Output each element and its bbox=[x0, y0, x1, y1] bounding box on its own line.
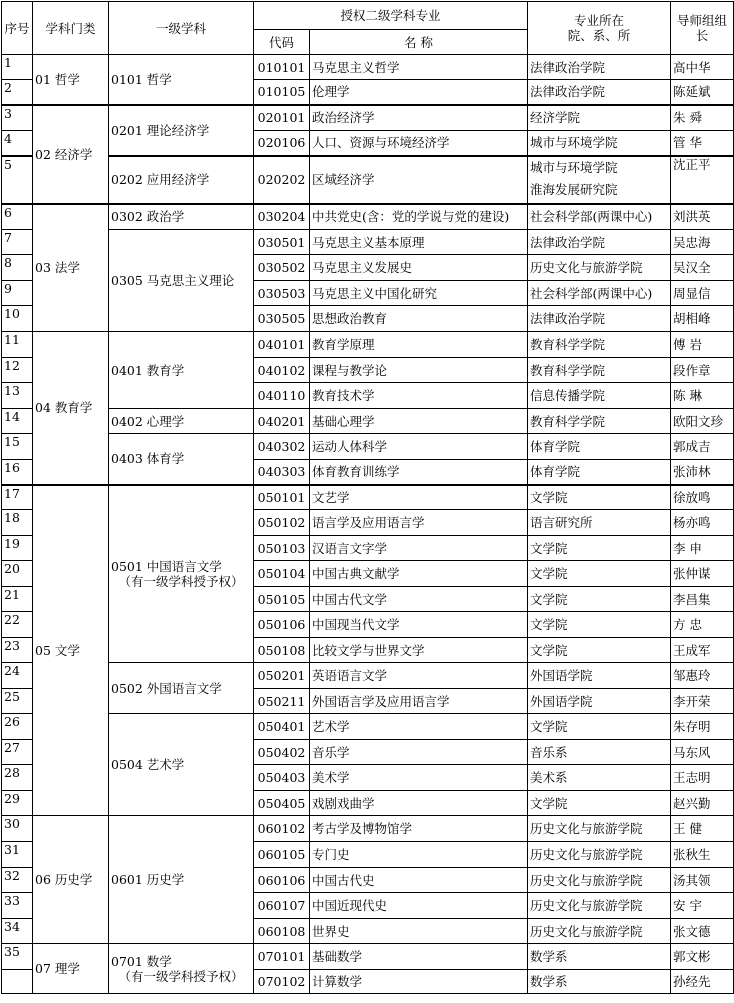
seq-cell: 16 bbox=[2, 460, 33, 485]
dept-cell bbox=[528, 791, 671, 816]
leader-cell: 傅 岩 bbox=[671, 332, 734, 358]
table-row bbox=[2, 55, 734, 80]
name-cell: 专门史 bbox=[310, 842, 528, 868]
dept-cell bbox=[528, 332, 671, 358]
dept-line: 社会科学部(两课中心) bbox=[530, 285, 653, 301]
first-level-cell bbox=[109, 230, 254, 332]
name-cell: 马克思主义基本原理 bbox=[310, 230, 528, 255]
leader-cell: 高中华 bbox=[671, 55, 734, 80]
code-cell: 020101 bbox=[254, 105, 310, 131]
code-cell: 020106 bbox=[254, 131, 310, 156]
leader-cell: 陈 琳 bbox=[671, 383, 734, 409]
dept-cell bbox=[528, 536, 671, 561]
dept-cell bbox=[528, 868, 671, 893]
dept-cell bbox=[528, 714, 671, 740]
dept-line: 法律政治学院 bbox=[530, 311, 606, 326]
seq-cell: 5 bbox=[2, 156, 33, 204]
dept-line: 历史文化与旅游学院 bbox=[530, 923, 643, 939]
code-cell: 060108 bbox=[254, 919, 310, 944]
leader-cell: 王志明 bbox=[671, 765, 734, 791]
category-cell: 04 教育学 bbox=[33, 332, 109, 485]
name-cell: 比较文学与世界文学 bbox=[310, 638, 528, 663]
dept-line: 数学系 bbox=[530, 949, 568, 964]
dept-cell bbox=[528, 80, 671, 105]
code-cell: 050102 bbox=[254, 510, 310, 536]
dept-line: 教育科学学院 bbox=[530, 362, 606, 378]
seq-cell: 9 bbox=[2, 281, 33, 306]
dept-cell bbox=[528, 740, 671, 765]
dept-line: 信息传播学院 bbox=[530, 388, 606, 403]
category-cell: 06 历史学 bbox=[33, 816, 109, 944]
first-level-cell bbox=[109, 156, 254, 204]
name-cell: 伦理学 bbox=[310, 80, 528, 105]
dept-cell bbox=[528, 638, 671, 663]
dept-cell bbox=[528, 689, 671, 714]
header-leader-line2: 长 bbox=[695, 28, 709, 43]
leader-cell: 郭文彬 bbox=[671, 944, 734, 970]
name-cell: 教育技术学 bbox=[310, 383, 528, 409]
dept-line: 文学院 bbox=[530, 566, 568, 581]
dept-cell bbox=[528, 944, 671, 970]
leader-cell: 安 宇 bbox=[671, 893, 734, 919]
first-level-cell bbox=[109, 944, 254, 994]
seq-cell: 20 bbox=[2, 561, 33, 587]
leader-cell: 欧阳文珍 bbox=[671, 409, 734, 434]
leader-cell: 李昌集 bbox=[671, 587, 734, 612]
first-level-label: 0701 数学 bbox=[111, 953, 172, 969]
dept-cell bbox=[528, 510, 671, 536]
name-cell: 戏剧戏曲学 bbox=[310, 791, 528, 816]
seq-cell: 13 bbox=[2, 383, 33, 409]
table-row bbox=[2, 944, 734, 970]
leader-cell: 张仲谋 bbox=[671, 561, 734, 587]
code-cell: 060107 bbox=[254, 893, 310, 919]
header-dept-line2: 院、系、所 bbox=[567, 28, 631, 43]
code-cell: 040303 bbox=[254, 460, 310, 485]
dept-line: 体育学院 bbox=[530, 464, 581, 480]
code-cell: 050101 bbox=[254, 485, 310, 510]
first-level-cell bbox=[109, 55, 254, 105]
dept-cell bbox=[528, 156, 671, 204]
leader-cell: 刘洪英 bbox=[671, 204, 734, 230]
dept-line: 文学院 bbox=[530, 540, 568, 556]
first-level-cell bbox=[109, 714, 254, 816]
dept-line: 历史文化与旅游学院 bbox=[530, 821, 643, 836]
seq-cell: 29 bbox=[2, 791, 33, 816]
dept-line: 经济学院 bbox=[530, 110, 581, 126]
seq-cell: 18 bbox=[2, 510, 33, 536]
dept-line: 城市与环境学院 bbox=[530, 135, 618, 151]
leader-cell: 张沛林 bbox=[671, 460, 734, 485]
leader-cell: 邹惠玲 bbox=[671, 663, 734, 689]
dept-line: 教育科学学院 bbox=[530, 337, 606, 352]
table-row bbox=[2, 434, 734, 460]
first-level-cell bbox=[109, 816, 254, 944]
leader-cell: 马东风 bbox=[671, 740, 734, 765]
dept-cell bbox=[528, 485, 671, 510]
code-cell: 060105 bbox=[254, 842, 310, 868]
code-cell: 050103 bbox=[254, 536, 310, 561]
dept-line-2: 淮海发展研究院 bbox=[530, 181, 618, 197]
dept-cell bbox=[528, 893, 671, 919]
dept-cell bbox=[528, 358, 671, 383]
name-cell: 中国现当代文学 bbox=[310, 612, 528, 638]
leader-cell: 吴忠海 bbox=[671, 230, 734, 255]
name-cell: 中国古代文学 bbox=[310, 587, 528, 612]
leader-cell: 郭成吉 bbox=[671, 434, 734, 460]
name-cell: 中国古代史 bbox=[310, 868, 528, 893]
leader-cell: 朱 舜 bbox=[671, 105, 734, 131]
dept-line: 文学院 bbox=[530, 591, 568, 607]
dept-cell bbox=[528, 306, 671, 332]
header-code: 代码 bbox=[254, 30, 310, 55]
name-cell: 音乐学 bbox=[310, 740, 528, 765]
first-level-label: 0302 政治学 bbox=[111, 209, 185, 225]
first-level-label: 0401 教育学 bbox=[111, 362, 185, 378]
seq-cell: 10 bbox=[2, 306, 33, 332]
header-authorized: 授权二级学科专业 bbox=[254, 2, 528, 30]
seq-cell: 31 bbox=[2, 842, 33, 868]
dept-line: 社会科学部(两课中心) bbox=[530, 209, 653, 225]
name-cell: 马克思主义哲学 bbox=[310, 55, 528, 80]
seq-cell: 28 bbox=[2, 765, 33, 791]
first-level-label: 0504 艺术学 bbox=[111, 757, 185, 772]
category-cell: 02 经济学 bbox=[33, 105, 109, 204]
seq-cell: 11 bbox=[2, 332, 33, 358]
dept-cell bbox=[528, 281, 671, 306]
seq-cell: 35 bbox=[2, 944, 33, 970]
seq-cell: 15 bbox=[2, 434, 33, 460]
leader-cell: 杨亦鸣 bbox=[671, 510, 734, 536]
name-cell: 基础数学 bbox=[310, 944, 528, 970]
first-level-label: 0502 外国语言文学 bbox=[111, 680, 222, 696]
leader-cell: 王 健 bbox=[671, 816, 734, 842]
dept-cell bbox=[528, 131, 671, 156]
seq-cell: 23 bbox=[2, 638, 33, 663]
code-cell: 040201 bbox=[254, 409, 310, 434]
name-cell: 马克思主义中国化研究 bbox=[310, 281, 528, 306]
name-cell: 英语语言文学 bbox=[310, 663, 528, 689]
header-leader bbox=[671, 2, 734, 55]
code-cell: 050403 bbox=[254, 765, 310, 791]
discipline-table bbox=[1, 1, 734, 994]
dept-cell bbox=[528, 255, 671, 281]
dept-line: 历史文化与旅游学院 bbox=[530, 260, 643, 275]
table-row bbox=[2, 204, 734, 230]
category-cell: 07 理学 bbox=[33, 944, 109, 994]
first-level-note: （有一级学科授予权） bbox=[118, 968, 244, 984]
header-first-level: 一级学科 bbox=[109, 2, 254, 55]
dept-line: 教育科学学院 bbox=[530, 413, 606, 429]
first-level-label: 0601 历史学 bbox=[111, 872, 185, 887]
dept-line: 历史文化与旅游学院 bbox=[530, 847, 643, 862]
seq-cell: 2 bbox=[2, 80, 33, 105]
table-row bbox=[2, 230, 734, 255]
name-cell: 思想政治教育 bbox=[310, 306, 528, 332]
dept-cell bbox=[528, 765, 671, 791]
table-row bbox=[2, 332, 734, 358]
seq-cell: 6 bbox=[2, 204, 33, 230]
code-cell: 070101 bbox=[254, 944, 310, 970]
table-row bbox=[2, 663, 734, 689]
table-row bbox=[2, 156, 734, 204]
dept-cell bbox=[528, 204, 671, 230]
category-cell: 03 法学 bbox=[33, 204, 109, 332]
leader-cell: 周显信 bbox=[671, 281, 734, 306]
dept-cell bbox=[528, 561, 671, 587]
dept-cell bbox=[528, 434, 671, 460]
name-cell: 马克思主义发展史 bbox=[310, 255, 528, 281]
dept-cell bbox=[528, 587, 671, 612]
dept-cell bbox=[528, 970, 671, 994]
code-cell: 050405 bbox=[254, 791, 310, 816]
seq-cell: 24 bbox=[2, 663, 33, 689]
first-level-label: 0501 中国语言文学 bbox=[111, 558, 222, 574]
dept-cell bbox=[528, 612, 671, 638]
header-leader-line1: 导师组组 bbox=[677, 13, 728, 28]
name-cell: 汉语言文字学 bbox=[310, 536, 528, 561]
code-cell: 030501 bbox=[254, 230, 310, 255]
name-cell: 政治经济学 bbox=[310, 105, 528, 131]
code-cell: 040101 bbox=[254, 332, 310, 358]
dept-cell bbox=[528, 663, 671, 689]
leader-cell: 方 忠 bbox=[671, 612, 734, 638]
table-row bbox=[2, 485, 734, 510]
first-level-cell bbox=[109, 332, 254, 409]
code-cell: 050402 bbox=[254, 740, 310, 765]
first-level-cell bbox=[109, 409, 254, 434]
code-cell: 050105 bbox=[254, 587, 310, 612]
leader-cell: 陈延斌 bbox=[671, 80, 734, 105]
leader-cell: 管 华 bbox=[671, 131, 734, 156]
header-dept bbox=[528, 2, 671, 55]
dept-line: 法律政治学院 bbox=[530, 59, 606, 75]
seq-cell: 30 bbox=[2, 816, 33, 842]
first-level-cell bbox=[109, 434, 254, 485]
seq-cell: 22 bbox=[2, 612, 33, 638]
leader-cell: 沈正平 bbox=[671, 156, 734, 204]
seq-cell: 21 bbox=[2, 587, 33, 612]
dept-line: 外国语学院 bbox=[530, 668, 593, 683]
name-cell: 艺术学 bbox=[310, 714, 528, 740]
seq-cell: 12 bbox=[2, 358, 33, 383]
name-cell: 美术学 bbox=[310, 765, 528, 791]
seq-cell: 1 bbox=[2, 55, 33, 80]
dept-line: 文学院 bbox=[530, 795, 568, 811]
code-cell: 050201 bbox=[254, 663, 310, 689]
seq-cell: 3 bbox=[2, 105, 33, 131]
name-cell: 体育教育训练学 bbox=[310, 460, 528, 485]
code-cell: 030204 bbox=[254, 204, 310, 230]
name-cell: 中国古典文献学 bbox=[310, 561, 528, 587]
leader-cell: 李 申 bbox=[671, 536, 734, 561]
dept-cell bbox=[528, 460, 671, 485]
leader-cell: 汤其领 bbox=[671, 868, 734, 893]
dept-line: 文学院 bbox=[530, 719, 568, 734]
dept-line: 城市与环境学院 bbox=[530, 159, 618, 175]
first-level-label: 0402 心理学 bbox=[111, 413, 185, 429]
name-cell: 课程与教学论 bbox=[310, 358, 528, 383]
dept-line: 文学院 bbox=[530, 489, 568, 505]
dept-cell bbox=[528, 55, 671, 80]
table-row bbox=[2, 816, 734, 842]
seq-cell: 4 bbox=[2, 131, 33, 156]
code-cell: 070102 bbox=[254, 970, 310, 994]
dept-line: 音乐系 bbox=[530, 744, 568, 760]
header-category: 学科门类 bbox=[33, 2, 109, 55]
code-cell: 050211 bbox=[254, 689, 310, 714]
seq-cell: 26 bbox=[2, 714, 33, 740]
dept-line: 外国语学院 bbox=[530, 693, 593, 709]
name-cell: 世界史 bbox=[310, 919, 528, 944]
dept-line: 文学院 bbox=[530, 642, 568, 658]
code-cell: 020202 bbox=[254, 156, 310, 204]
code-cell: 030505 bbox=[254, 306, 310, 332]
leader-cell: 赵兴勤 bbox=[671, 791, 734, 816]
name-cell: 考古学及博物馆学 bbox=[310, 816, 528, 842]
header-name: 名 称 bbox=[310, 30, 528, 55]
seq-cell: 7 bbox=[2, 230, 33, 255]
first-level-label: 0201 理论经济学 bbox=[111, 122, 210, 138]
code-cell: 040302 bbox=[254, 434, 310, 460]
name-cell: 基础心理学 bbox=[310, 409, 528, 434]
name-cell: 中国近现代史 bbox=[310, 893, 528, 919]
code-cell: 040102 bbox=[254, 358, 310, 383]
header-dept-line1: 专业所在 bbox=[574, 13, 625, 28]
seq-cell bbox=[2, 970, 33, 994]
code-cell: 050108 bbox=[254, 638, 310, 663]
name-cell: 语言学及应用语言学 bbox=[310, 510, 528, 536]
category-cell: 01 哲学 bbox=[33, 55, 109, 105]
name-cell: 区域经济学 bbox=[310, 156, 528, 204]
code-cell: 040110 bbox=[254, 383, 310, 409]
first-level-label: 0101 哲学 bbox=[111, 71, 172, 87]
leader-cell: 孙经先 bbox=[671, 970, 734, 994]
name-cell: 中共党史(含：党的学说与党的建设) bbox=[310, 204, 528, 230]
dept-cell bbox=[528, 919, 671, 944]
name-cell: 教育学原理 bbox=[310, 332, 528, 358]
category-cell: 05 文学 bbox=[33, 485, 109, 816]
name-cell: 文艺学 bbox=[310, 485, 528, 510]
seq-cell: 34 bbox=[2, 919, 33, 944]
leader-cell: 张文德 bbox=[671, 919, 734, 944]
dept-cell bbox=[528, 409, 671, 434]
leader-cell: 徐放鸣 bbox=[671, 485, 734, 510]
first-level-note: （有一级学科授予权） bbox=[118, 573, 244, 589]
code-cell: 050104 bbox=[254, 561, 310, 587]
code-cell: 030502 bbox=[254, 255, 310, 281]
first-level-cell bbox=[109, 105, 254, 156]
name-cell: 人口、资源与环境经济学 bbox=[310, 131, 528, 156]
dept-cell bbox=[528, 105, 671, 131]
table-row bbox=[2, 409, 734, 434]
dept-line: 体育学院 bbox=[530, 439, 581, 454]
name-cell: 运动人体科学 bbox=[310, 434, 528, 460]
header-seq: 序号 bbox=[2, 2, 33, 55]
leader-cell: 李开荣 bbox=[671, 689, 734, 714]
dept-line: 历史文化与旅游学院 bbox=[530, 898, 643, 913]
seq-cell: 32 bbox=[2, 868, 33, 893]
seq-cell: 19 bbox=[2, 536, 33, 561]
code-cell: 060102 bbox=[254, 816, 310, 842]
code-cell: 060106 bbox=[254, 868, 310, 893]
first-level-cell bbox=[109, 204, 254, 230]
dept-cell bbox=[528, 816, 671, 842]
leader-cell: 段作章 bbox=[671, 358, 734, 383]
dept-line: 法律政治学院 bbox=[530, 234, 606, 250]
dept-line: 法律政治学院 bbox=[530, 84, 606, 100]
code-cell: 050401 bbox=[254, 714, 310, 740]
first-level-label: 0305 马克思主义理论 bbox=[111, 273, 235, 288]
dept-cell bbox=[528, 383, 671, 409]
table-row bbox=[2, 714, 734, 740]
dept-cell bbox=[528, 230, 671, 255]
name-cell: 外国语言学及应用语言学 bbox=[310, 689, 528, 714]
name-cell: 计算数学 bbox=[310, 970, 528, 994]
dept-line: 美术系 bbox=[530, 770, 568, 785]
seq-cell: 33 bbox=[2, 893, 33, 919]
dept-line: 文学院 bbox=[530, 617, 568, 632]
dept-line: 数学系 bbox=[530, 974, 568, 989]
dept-line: 语言研究所 bbox=[530, 515, 593, 530]
first-level-cell bbox=[109, 485, 254, 663]
dept-cell bbox=[528, 842, 671, 868]
first-level-label: 0403 体育学 bbox=[111, 451, 185, 467]
leader-cell: 张秋生 bbox=[671, 842, 734, 868]
dept-line: 历史文化与旅游学院 bbox=[530, 872, 643, 888]
leader-cell: 王成军 bbox=[671, 638, 734, 663]
seq-cell: 25 bbox=[2, 689, 33, 714]
leader-cell: 朱存明 bbox=[671, 714, 734, 740]
leader-cell: 吴汉全 bbox=[671, 255, 734, 281]
table-row bbox=[2, 105, 734, 131]
code-cell: 030503 bbox=[254, 281, 310, 306]
first-level-cell bbox=[109, 663, 254, 714]
seq-cell: 27 bbox=[2, 740, 33, 765]
code-cell: 010105 bbox=[254, 80, 310, 105]
seq-cell: 17 bbox=[2, 485, 33, 510]
code-cell: 050106 bbox=[254, 612, 310, 638]
first-level-label: 0202 应用经济学 bbox=[111, 172, 210, 187]
code-cell: 010101 bbox=[254, 55, 310, 80]
leader-cell: 胡相峰 bbox=[671, 306, 734, 332]
seq-cell: 14 bbox=[2, 409, 33, 434]
seq-cell: 8 bbox=[2, 255, 33, 281]
